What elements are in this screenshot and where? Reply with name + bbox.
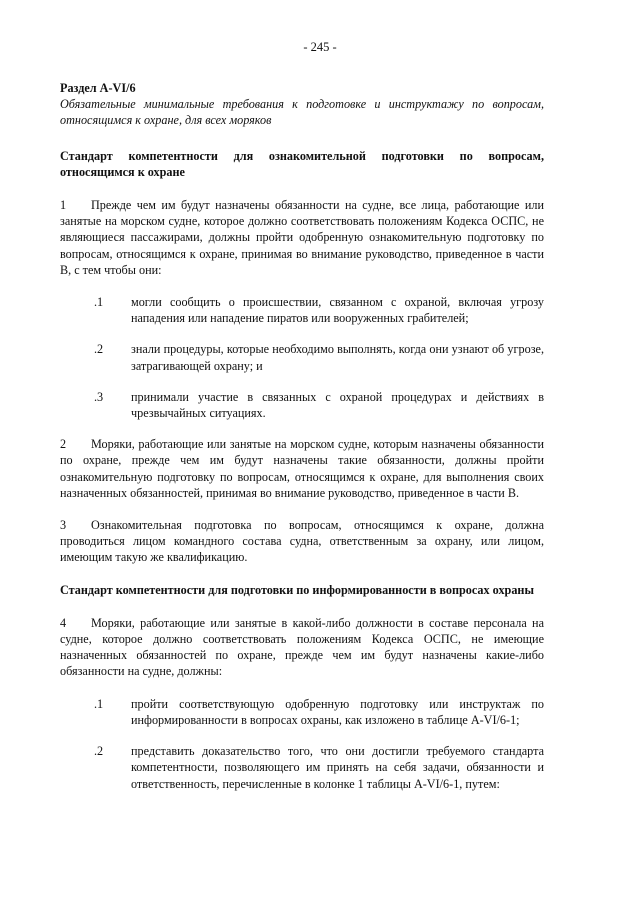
list-item-number: .1 [94, 696, 104, 711]
paragraph-text: Прежде чем им будут назначены обязанности на судне, все лица, работающие или занятые на морском судне, которое должно соответствовать положениям Кодекса ОСПС, не являющиеся пассажирами, должны пройти одобренную ознакомительную подготовку по вопросам, относящимся к охране, принимая во внимание руководство, приведенное в части В, с тем чтобы они: [60, 198, 544, 277]
paragraph-4 [60, 615, 544, 680]
paragraph-number: 1 [60, 198, 67, 213]
list-item [60, 341, 544, 373]
list-item-number: .2 [94, 744, 104, 759]
page-number: - 245 - [303, 40, 337, 54]
list-item [60, 743, 544, 792]
paragraph-number: 2 [60, 437, 67, 452]
list-item-number: .2 [94, 342, 104, 357]
list-item [60, 696, 544, 728]
list-item-text: представить доказательство того, что они достигли требуемого стандарта компетентности, позволяющего им принять на себя задачи, обязанности и ответственность, перечисленные в колонке 1 таблицы A-VI/6-1, путем: [131, 744, 544, 791]
paragraph-number: 4 [60, 615, 67, 630]
paragraph-text: Моряки, работающие или занятые на морском судне, которым назначены обязанности по охране, прежде чем им будут назначены такие обязанности, должны пройти ознакомительную подготовку по вопросам, относящимся к охране, для выполнения своих назначенных обязанностей, принимая во внимание руководство, приведенное в части В. [60, 437, 544, 500]
paragraph-3 [60, 517, 544, 566]
list-item-text: пройти соответствующую одобренную подготовку или инструктаж по информированности в вопросах охраны, как изложено в таблице A-VI/6-1; [131, 696, 544, 727]
paragraph-text: Моряки, работающие или занятые в какой-либо должности в составе персонала на судне, которое должно соответствовать положениям Кодекса ОСПС, не имеющие назначенных обязанностей по охране, прежде чем им будут назначены какие-либо обязанности на судне, должны: [60, 615, 544, 679]
list-item-number: .3 [94, 389, 104, 404]
list-item [60, 389, 544, 421]
list-item-text: принимали участие в связанных с охраной процедурах и действиях в чрезвычайных ситуациях. [131, 389, 544, 421]
list-item-number: .1 [94, 295, 104, 310]
paragraph-number: 3 [60, 518, 67, 533]
list-item [60, 294, 544, 326]
standard-heading-awareness: Стандарт компетентности для подготовки по информированности в вопросах охраны [60, 582, 534, 597]
list-item-text: знали процедуры, которые необходимо выполнять, когда они узнают об угрозе, затрагивающей охрану; и [131, 342, 544, 373]
paragraph-2 [60, 436, 544, 501]
section-title: Раздел A-VI/6 [60, 81, 136, 95]
paragraph-text: Ознакомительная подготовка по вопросам, относящимся к охране, должна проводиться лицом командного состава судна, ответственным за охрану, или лицом, имеющим такую же квалификацию. [60, 518, 544, 565]
standard-heading-familiarization: Стандарт компетентности для ознакомительной подготовки по вопросам, относящимся к охране [60, 148, 544, 179]
paragraph-1 [60, 197, 544, 278]
list-item-text: могли сообщить о происшествии, связанном с охраной, включая угрозу нападения или нападение пиратов или вооруженных грабителей; [131, 295, 544, 326]
section-subtitle: Обязательные минимальные требования к подготовке и инструктажу по вопросам, относящимся к охране, для всех моряков [60, 97, 544, 128]
document-body [60, 80, 544, 792]
